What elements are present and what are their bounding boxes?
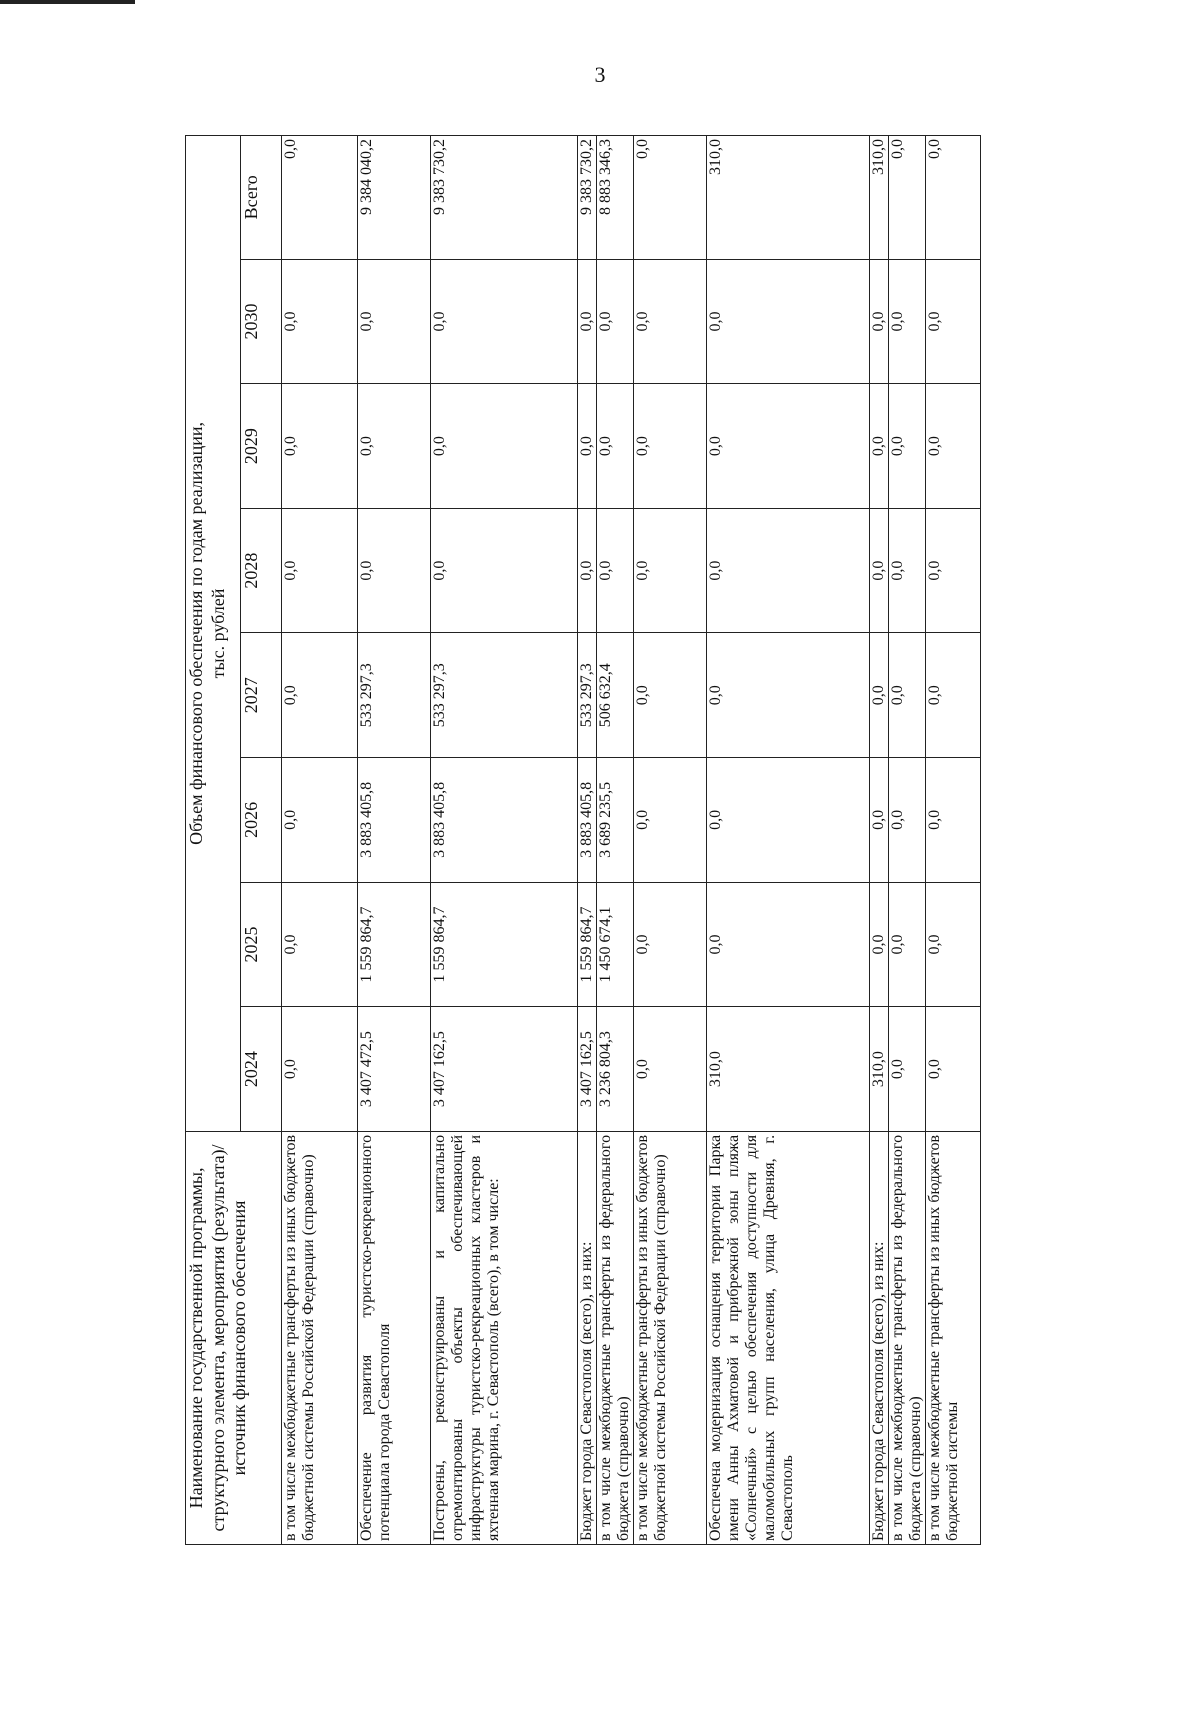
row-total-cell: 9 383 730,2 xyxy=(578,136,597,260)
row-name-cell: Обеспечение развития туристско-рекреационного потенциала города Севастополя xyxy=(358,1131,431,1544)
table-row xyxy=(889,136,926,1545)
row-value-cell: 0,0 xyxy=(870,259,889,384)
row-name-cell: Бюджет города Севастополя (всего), из них: xyxy=(870,1131,889,1544)
table-row xyxy=(870,136,889,1545)
row-total-cell: 8 883 346,3 xyxy=(597,136,634,260)
row-value-cell: 0,0 xyxy=(889,758,926,883)
table-row xyxy=(926,136,981,1545)
row-value-cell: 0,0 xyxy=(634,384,707,509)
row-value-cell: 0,0 xyxy=(282,633,358,758)
row-value-cell: 0,0 xyxy=(358,384,431,509)
row-value-cell: 0,0 xyxy=(634,1007,707,1132)
row-name-cell: в том числе межбюджетные трансферты из иных бюджетов бюджетной системы Российской Федерации (справочно) xyxy=(634,1131,707,1544)
table-row xyxy=(358,136,431,1545)
row-name-cell: в том числе межбюджетные трансферты из иных бюджетов бюджетной системы xyxy=(926,1131,981,1544)
row-value-cell: 1 559 864,7 xyxy=(578,882,597,1007)
row-value-cell: 310,0 xyxy=(707,1007,870,1132)
row-value-cell: 3 236 804,3 xyxy=(597,1007,634,1132)
row-value-cell: 0,0 xyxy=(431,384,578,509)
row-value-cell: 0,0 xyxy=(282,882,358,1007)
row-value-cell: 0,0 xyxy=(578,508,597,633)
row-value-cell: 0,0 xyxy=(431,259,578,384)
row-total-cell: 0,0 xyxy=(282,136,358,260)
header-volume-unit: тыс. рублей xyxy=(207,588,228,679)
row-name-cell: Обеспечена модернизация оснащения территории Парка имени Анны Ахматовой и прибрежной зоны пляжа «Солнечный» с целью обеспечения доступности для маломобильных групп населения, улица Древняя, г. Севастополь xyxy=(707,1131,870,1544)
row-value-cell: 0,0 xyxy=(889,882,926,1007)
row-value-cell: 0,0 xyxy=(707,633,870,758)
row-value-cell: 0,0 xyxy=(282,259,358,384)
header-year: 2024 xyxy=(241,1007,282,1132)
row-value-cell: 0,0 xyxy=(926,758,981,883)
row-value-cell: 0,0 xyxy=(889,508,926,633)
header-year: 2029 xyxy=(241,384,282,509)
row-value-cell: 3 883 405,8 xyxy=(431,758,578,883)
row-value-cell: 0,0 xyxy=(358,508,431,633)
row-name-cell: в том числе межбюджетные трансферты из иных бюджетов бюджетной системы Российской Федерации (справочно) xyxy=(282,1131,358,1544)
table-row xyxy=(597,136,634,1545)
row-value-cell: 3 689 235,5 xyxy=(597,758,634,883)
header-year: 2027 xyxy=(241,633,282,758)
row-value-cell: 0,0 xyxy=(597,508,634,633)
row-value-cell: 1 559 864,7 xyxy=(358,882,431,1007)
row-value-cell: 0,0 xyxy=(597,384,634,509)
row-name-cell: в том числе межбюджетные трансферты из федерального бюджета (справочно) xyxy=(597,1131,634,1544)
header-volume-title: Объем финансового обеспечения по годам реализации, xyxy=(186,422,206,845)
row-total-cell: 9 383 730,2 xyxy=(431,136,578,260)
row-value-cell: 0,0 xyxy=(926,508,981,633)
row-value-cell: 3 407 162,5 xyxy=(431,1007,578,1132)
row-value-cell: 3 883 405,8 xyxy=(358,758,431,883)
row-value-cell: 506 632,4 xyxy=(597,633,634,758)
row-value-cell: 1 559 864,7 xyxy=(431,882,578,1007)
row-value-cell: 0,0 xyxy=(926,882,981,1007)
page-number: 3 xyxy=(594,62,606,87)
row-value-cell: 0,0 xyxy=(634,508,707,633)
row-value-cell: 0,0 xyxy=(926,633,981,758)
header-year: 2025 xyxy=(241,882,282,1007)
row-value-cell: 0,0 xyxy=(431,508,578,633)
header-name-column: Наименование государственной программы, структурного элемента, мероприятия (результата)/источник финансового обеспечения xyxy=(186,1131,282,1544)
row-total-cell: 9 384 040,2 xyxy=(358,136,431,260)
row-value-cell: 0,0 xyxy=(870,633,889,758)
table-row xyxy=(282,136,358,1545)
row-value-cell: 0,0 xyxy=(578,384,597,509)
table-body xyxy=(282,136,981,1545)
table-row xyxy=(634,136,707,1545)
row-value-cell: 0,0 xyxy=(282,508,358,633)
header-year: 2026 xyxy=(241,758,282,883)
table-row xyxy=(707,136,870,1545)
row-total-cell: 310,0 xyxy=(870,136,889,260)
row-value-cell: 0,0 xyxy=(282,384,358,509)
row-total-cell: 0,0 xyxy=(889,136,926,260)
row-value-cell: 0,0 xyxy=(578,259,597,384)
row-value-cell: 3 407 162,5 xyxy=(578,1007,597,1132)
row-value-cell: 0,0 xyxy=(634,633,707,758)
row-value-cell: 0,0 xyxy=(926,1007,981,1132)
header-total: Всего xyxy=(241,136,282,260)
row-value-cell: 0,0 xyxy=(707,882,870,1007)
budget-table xyxy=(185,135,981,1545)
row-value-cell: 533 297,3 xyxy=(358,633,431,758)
header-volume xyxy=(186,136,241,1132)
row-name-cell: Построены, реконструированы и капитально отремонтированы объекты обеспечивающей инфраструктуры туристско-рекреационных кластеров и яхтенная марина, г. Севастополь (всего), в том числе: xyxy=(431,1131,578,1544)
row-total-cell: 310,0 xyxy=(707,136,870,260)
row-value-cell: 0,0 xyxy=(870,384,889,509)
row-value-cell: 3 407 472,5 xyxy=(358,1007,431,1132)
row-value-cell: 0,0 xyxy=(634,758,707,883)
header-year: 2028 xyxy=(241,508,282,633)
row-value-cell: 533 297,3 xyxy=(578,633,597,758)
row-value-cell: 0,0 xyxy=(282,758,358,883)
header-year: 2030 xyxy=(241,259,282,384)
row-value-cell: 0,0 xyxy=(889,259,926,384)
row-total-cell: 0,0 xyxy=(634,136,707,260)
row-value-cell: 3 883 405,8 xyxy=(578,758,597,883)
row-value-cell: 0,0 xyxy=(707,758,870,883)
top-rule xyxy=(0,0,135,4)
rotated-table-container xyxy=(185,135,1037,1545)
row-value-cell: 0,0 xyxy=(282,1007,358,1132)
row-value-cell: 310,0 xyxy=(870,1007,889,1132)
row-value-cell: 0,0 xyxy=(926,259,981,384)
row-value-cell: 533 297,3 xyxy=(431,633,578,758)
row-value-cell: 0,0 xyxy=(707,259,870,384)
row-value-cell: 0,0 xyxy=(634,882,707,1007)
row-value-cell: 0,0 xyxy=(870,882,889,1007)
row-value-cell: 0,0 xyxy=(870,508,889,633)
row-value-cell: 0,0 xyxy=(889,1007,926,1132)
table-row xyxy=(578,136,597,1545)
row-value-cell: 0,0 xyxy=(707,384,870,509)
row-value-cell: 1 450 674,1 xyxy=(597,882,634,1007)
row-value-cell: 0,0 xyxy=(358,259,431,384)
row-value-cell: 0,0 xyxy=(707,508,870,633)
row-name-cell: Бюджет города Севастополя (всего), из них: xyxy=(578,1131,597,1544)
row-value-cell: 0,0 xyxy=(889,633,926,758)
row-name-cell: в том числе межбюджетные трансферты из федерального бюджета (справочно) xyxy=(889,1131,926,1544)
row-value-cell: 0,0 xyxy=(926,384,981,509)
row-value-cell: 0,0 xyxy=(597,259,634,384)
row-value-cell: 0,0 xyxy=(634,259,707,384)
table-row xyxy=(431,136,578,1545)
row-value-cell: 0,0 xyxy=(870,758,889,883)
row-value-cell: 0,0 xyxy=(889,384,926,509)
row-total-cell: 0,0 xyxy=(926,136,981,260)
